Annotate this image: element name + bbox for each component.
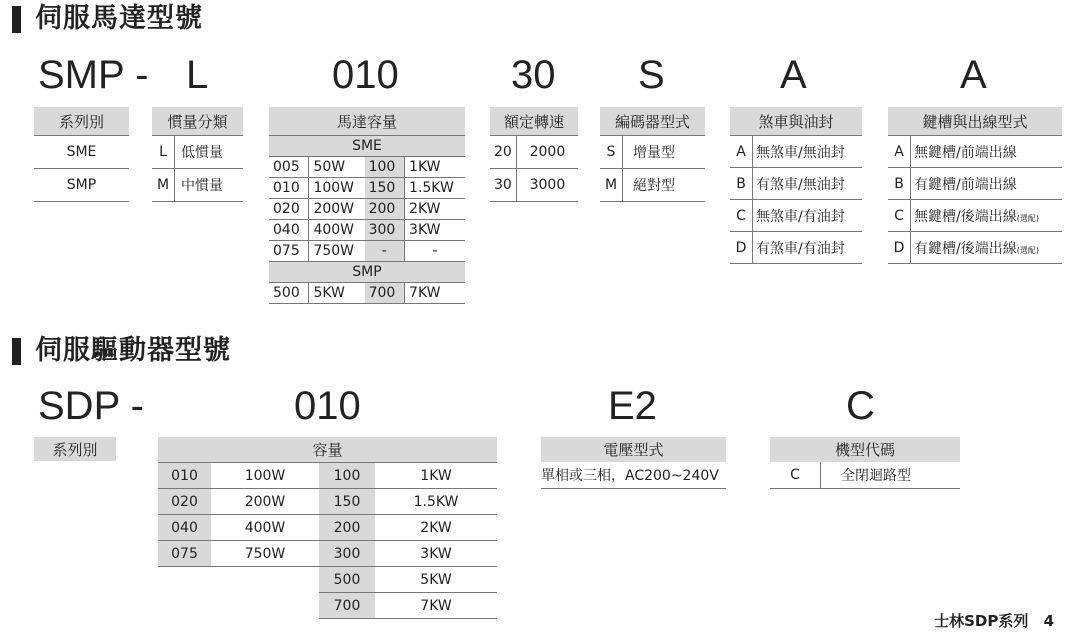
table-cell: 2000 <box>516 136 578 169</box>
table-cell: 150 <box>365 178 405 199</box>
table-cell: C <box>770 462 821 488</box>
table-cell: D <box>888 232 911 264</box>
table-cell: 有煞車/無油封 <box>753 168 863 200</box>
table-cell: 500 <box>319 567 375 593</box>
table-cell: SME <box>34 136 129 169</box>
table-cell: 低慣量 <box>175 136 244 169</box>
table-cell: 100 <box>365 157 405 178</box>
table-cell: 有鍵槽/後端出線 <box>914 240 1017 257</box>
table-header: 慣量分類 <box>152 107 243 136</box>
table-cell: D <box>730 232 753 264</box>
table-cell: - <box>405 241 465 262</box>
footer-text: 士林SDP系列 <box>934 612 1029 630</box>
table-cell: 無煞車/無油封 <box>753 136 863 168</box>
table-header: 系列別 <box>34 107 129 136</box>
table-cell: 075 <box>158 541 211 567</box>
table-cell: 無鍵槽/後端出線 <box>914 208 1017 225</box>
table-cell: 2KW <box>375 515 497 541</box>
table-cell: 7KW <box>375 593 497 619</box>
motor-code-keyway: A <box>960 53 987 97</box>
table-cell: 3KW <box>405 220 465 241</box>
table-header: 電壓型式 <box>541 437 726 462</box>
table-cell: 200 <box>319 515 375 541</box>
motor-code-inertia: L <box>186 53 209 97</box>
table-cell: 020 <box>158 489 211 515</box>
table-cell: 400W <box>309 220 365 241</box>
table-cell: 750W <box>309 241 365 262</box>
table-cell: L <box>152 136 175 169</box>
motor-code-capacity: 010 <box>332 53 399 97</box>
table-cell: 3KW <box>375 541 497 567</box>
table-cell: B <box>730 168 753 200</box>
table-cell: 750W <box>211 541 319 567</box>
motor-speed-table <box>490 107 578 202</box>
driver-code-capacity: 010 <box>294 384 361 428</box>
table-cell: 有煞車/有油封 <box>753 232 863 264</box>
motor-code-speed: 30 <box>511 53 556 97</box>
motor-keyway-table <box>888 107 1062 264</box>
motor-brake-table <box>730 107 862 264</box>
table-cell: 040 <box>158 515 211 541</box>
section-marker <box>12 338 21 365</box>
table-cell: 200W <box>309 199 365 220</box>
table-subheader: SME <box>269 136 465 157</box>
table-cell: 2KW <box>405 199 465 220</box>
motor-section-title: 伺服馬達型號 <box>35 3 203 34</box>
driver-model-table <box>770 437 960 489</box>
table-cell: 300 <box>365 220 405 241</box>
table-cell: A <box>888 136 911 168</box>
table-cell: C <box>730 200 753 232</box>
motor-code-brake: A <box>780 53 807 97</box>
table-header: 煞車與油封 <box>730 107 862 136</box>
table-cell: SMP <box>34 169 129 202</box>
page-footer <box>934 610 1054 631</box>
table-cell: 005 <box>269 157 309 178</box>
table-cell: 010 <box>158 463 211 489</box>
table-cell: 200W <box>211 489 319 515</box>
motor-capacity-table <box>269 107 465 304</box>
table-header: 馬達容量 <box>269 107 465 136</box>
table-cell: 1.5KW <box>405 178 465 199</box>
table-cell: 100 <box>319 463 375 489</box>
table-cell: 單相或三相，AC200~240V <box>541 462 726 489</box>
motor-series-table <box>34 107 129 202</box>
table-cell: 中慣量 <box>175 169 244 202</box>
table-cell: 20 <box>490 136 516 169</box>
driver-section-title: 伺服驅動器型號 <box>35 335 231 366</box>
driver-code-series: SDP - <box>38 384 144 428</box>
table-cell: 040 <box>269 220 309 241</box>
table-cell: 5KW <box>309 283 365 304</box>
driver-series-table <box>34 437 116 461</box>
table-cell: 150 <box>319 489 375 515</box>
table-cell: M <box>152 169 175 202</box>
table-header: 鍵槽與出線型式 <box>888 107 1062 136</box>
table-cell: 020 <box>269 199 309 220</box>
table-cell: 50W <box>309 157 365 178</box>
table-cell: 全閉迴路型 <box>821 462 961 488</box>
table-cell: 100W <box>211 463 319 489</box>
motor-encoder-table <box>600 107 705 202</box>
table-cell: A <box>730 136 753 168</box>
table-cell: 1.5KW <box>375 489 497 515</box>
table-header: 系列別 <box>34 437 116 461</box>
table-cell: 7KW <box>405 283 465 304</box>
table-cell: 500 <box>269 283 309 304</box>
table-cell: 300 <box>319 541 375 567</box>
table-subheader: SMP <box>269 262 465 283</box>
motor-code-encoder: S <box>638 53 665 97</box>
table-cell: 3000 <box>516 169 578 202</box>
table-cell: 700 <box>365 283 405 304</box>
table-cell: 100W <box>309 178 365 199</box>
table-cell: 075 <box>269 241 309 262</box>
table-header: 額定轉速 <box>490 107 578 136</box>
table-cell: 絕對型 <box>623 169 706 202</box>
table-cell: C <box>888 200 911 232</box>
table-cell: 010 <box>269 178 309 199</box>
table-cell: 1KW <box>375 463 497 489</box>
motor-code-series: SMP - <box>38 53 149 97</box>
table-cell: 400W <box>211 515 319 541</box>
table-cell: 700 <box>319 593 375 619</box>
table-header: 機型代碼 <box>770 437 960 462</box>
table-header: 編碼器型式 <box>600 107 705 136</box>
driver-capacity-table <box>158 437 497 619</box>
optional-note: (選配) <box>1016 245 1039 255</box>
table-cell: S <box>600 136 623 169</box>
table-cell: 30 <box>490 169 516 202</box>
table-cell: 無鍵槽/前端出線 <box>914 144 1017 161</box>
table-cell: M <box>600 169 623 202</box>
table-cell: 5KW <box>375 567 497 593</box>
table-cell: 200 <box>365 199 405 220</box>
table-cell: B <box>888 168 911 200</box>
table-header: 容量 <box>158 437 497 463</box>
page-number: 4 <box>1043 612 1054 630</box>
table-cell: 1KW <box>405 157 465 178</box>
table-cell: 無煞車/有油封 <box>753 200 863 232</box>
motor-inertia-table <box>152 107 243 202</box>
section-marker <box>12 6 21 33</box>
optional-note: (選配) <box>1016 213 1039 223</box>
table-cell: 增量型 <box>623 136 706 169</box>
table-cell: 有鍵槽/前端出線 <box>914 176 1017 193</box>
driver-code-voltage: E2 <box>608 384 657 428</box>
driver-voltage-table <box>541 437 726 489</box>
driver-code-model: C <box>846 384 875 428</box>
table-cell: - <box>365 241 405 262</box>
